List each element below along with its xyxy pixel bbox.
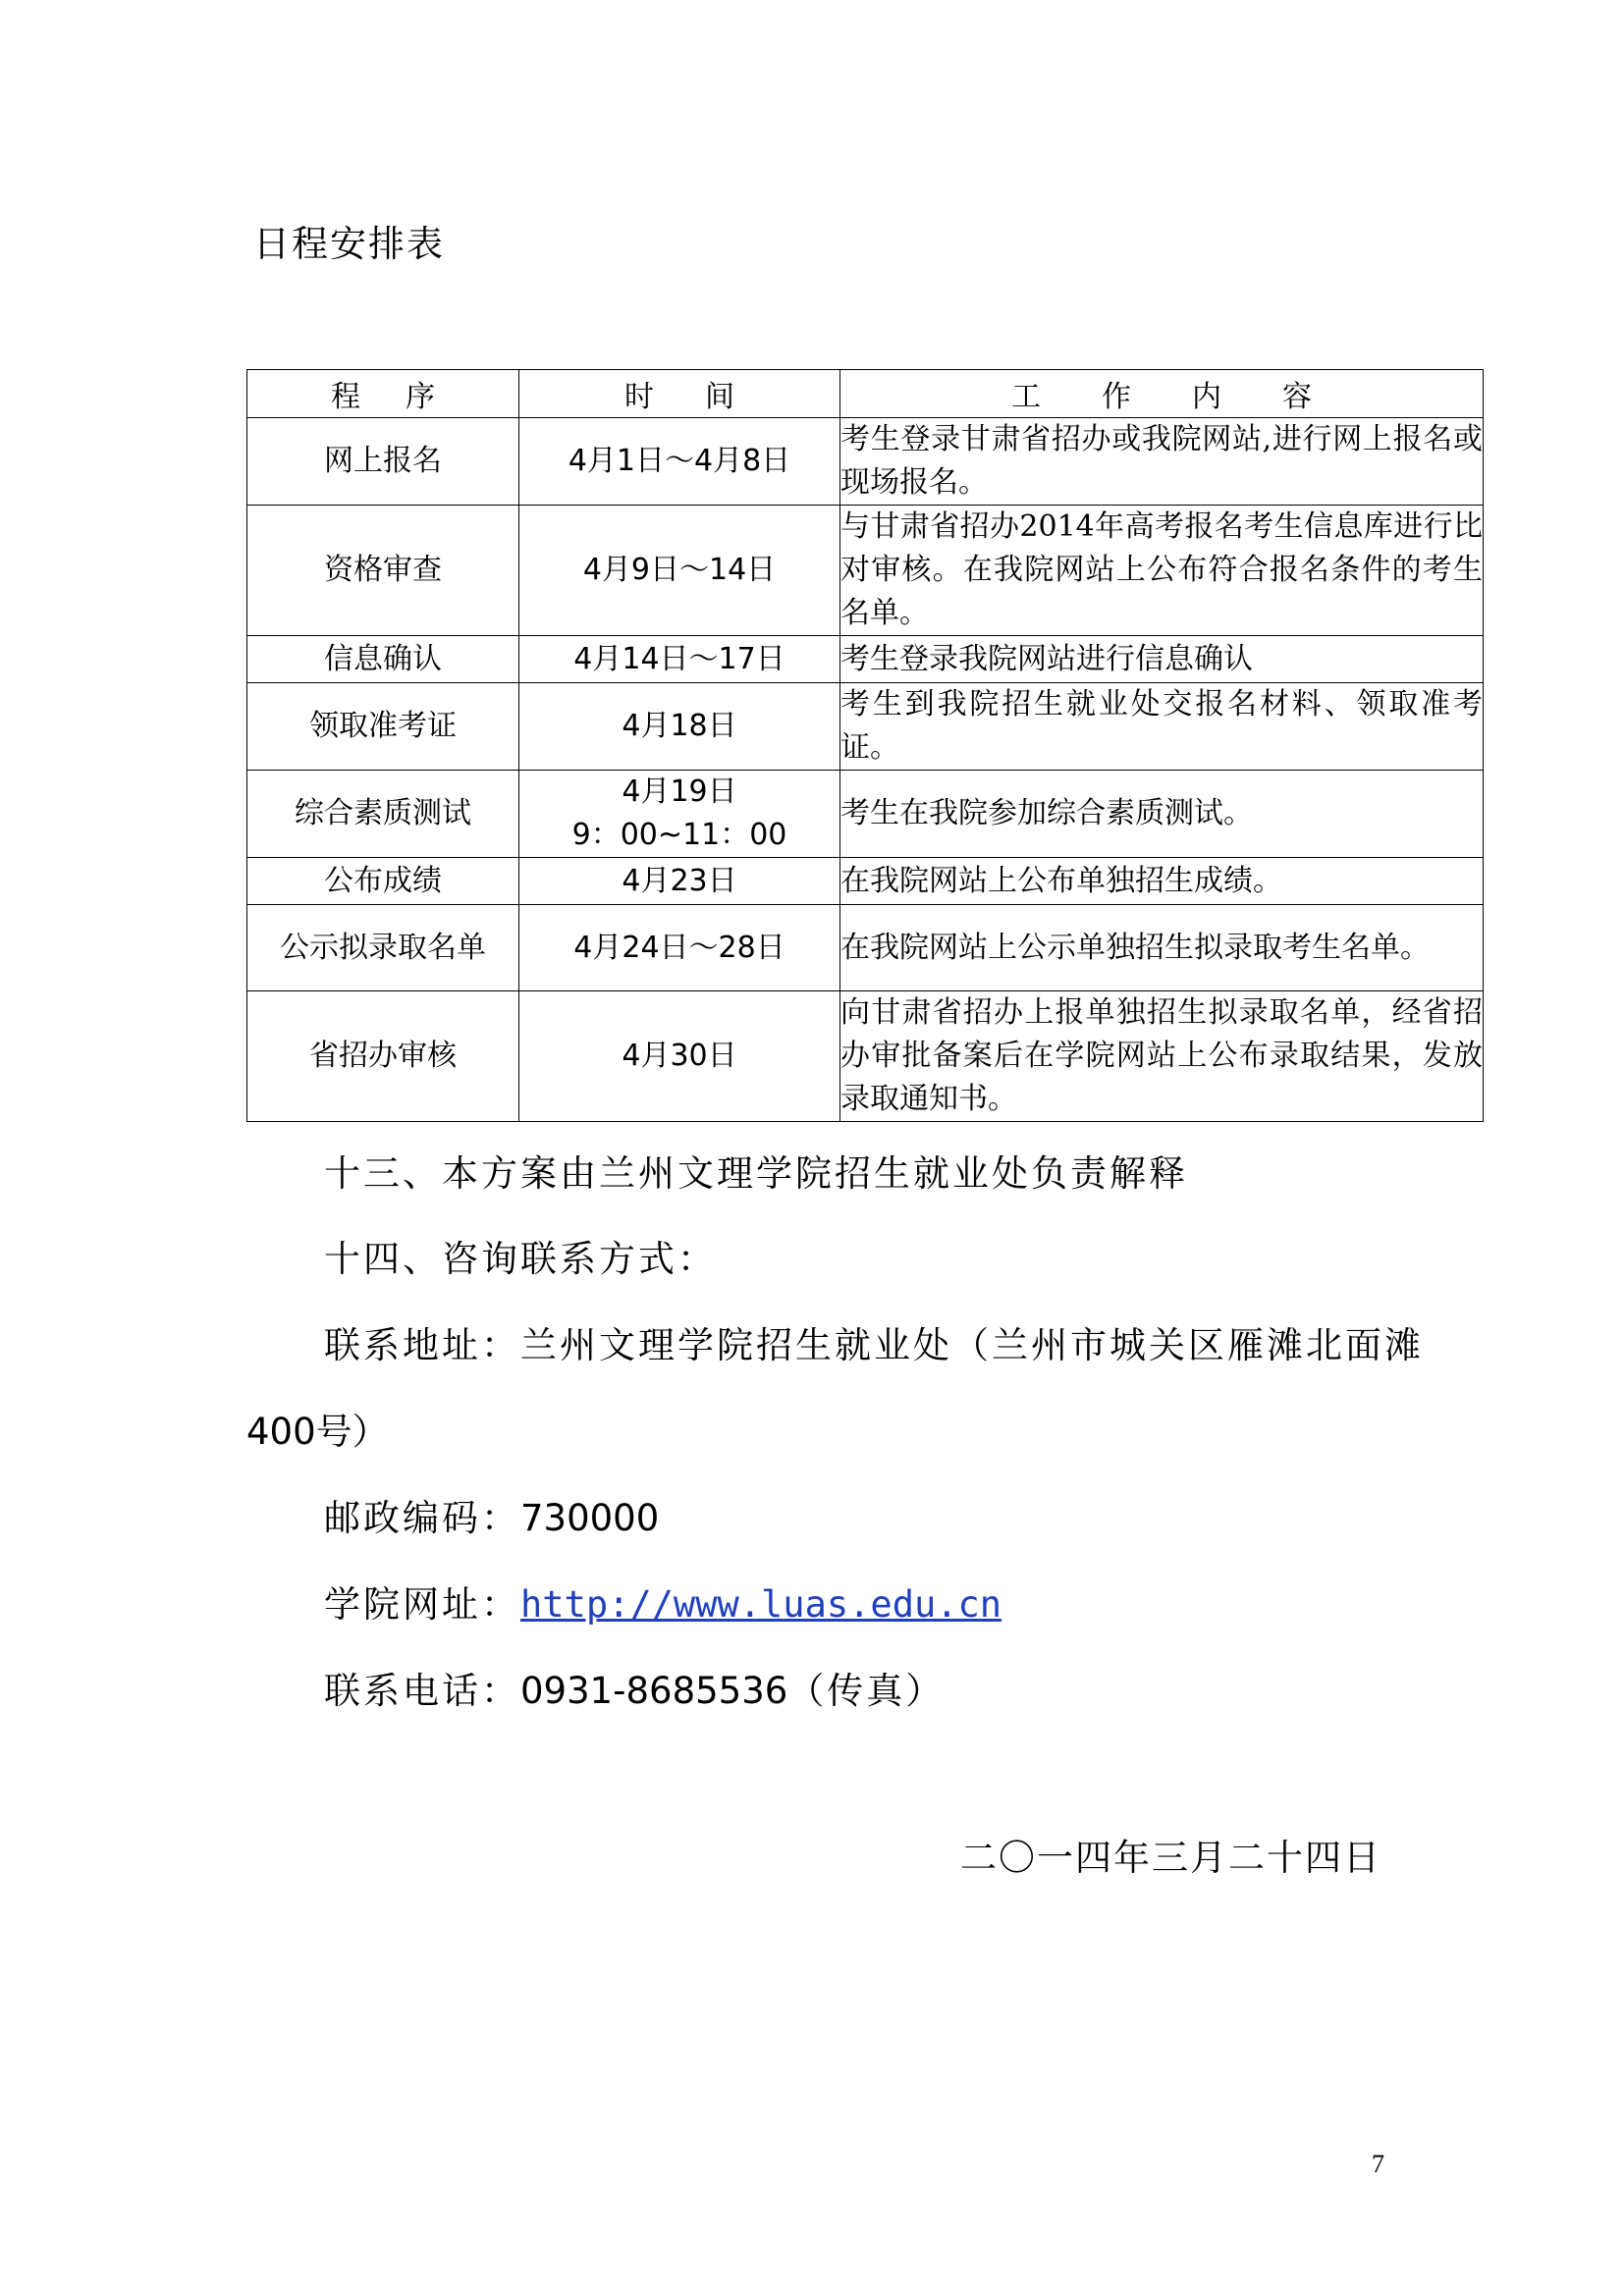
time-line: 4月19日 bbox=[622, 774, 737, 809]
table-header-row bbox=[247, 370, 1484, 418]
address-line-2: 400号） bbox=[246, 1411, 389, 1453]
header-time bbox=[519, 370, 840, 418]
step-cell: 资格审查 bbox=[247, 506, 519, 636]
work-cell: 考生登录甘肃省招办或我院网站,进行网上报名或现场报名。 bbox=[840, 418, 1484, 506]
contact-postcode bbox=[324, 1488, 659, 1541]
schedule-table bbox=[246, 369, 1484, 1122]
address-line-1: 兰州文理学院招生就业处（兰州市城关区雁滩北面滩 bbox=[520, 1324, 1424, 1366]
header-step bbox=[247, 370, 519, 418]
step-cell: 省招办审核 bbox=[247, 991, 519, 1122]
time-line: 4月24日～28日 bbox=[573, 930, 785, 965]
time-line: 4月30日 bbox=[622, 1039, 737, 1073]
table-row bbox=[247, 858, 1484, 905]
time-cell bbox=[519, 905, 840, 991]
table-row bbox=[247, 683, 1484, 771]
time-cell bbox=[519, 636, 840, 683]
time-line: 4月9日～14日 bbox=[582, 553, 777, 587]
time-line: 9：00~11：00 bbox=[571, 818, 787, 852]
time-line: 4月23日 bbox=[622, 863, 737, 898]
contact-address bbox=[324, 1315, 1424, 1368]
contact-website bbox=[324, 1575, 1001, 1628]
step-cell: 综合素质测试 bbox=[247, 771, 519, 858]
step-cell: 领取准考证 bbox=[247, 683, 519, 771]
phone-value: 0931-8685536 bbox=[520, 1670, 788, 1712]
table-row bbox=[247, 991, 1484, 1122]
table-row bbox=[247, 506, 1484, 636]
time-cell bbox=[519, 858, 840, 905]
time-cell bbox=[519, 506, 840, 636]
time-line: 4月14日～17日 bbox=[573, 641, 785, 676]
work-cell: 向甘肃省招办上报单独招生拟录取名单，经省招办审批备案后在学院网站上公布录取结果，发放录取通知书。 bbox=[840, 991, 1484, 1122]
work-cell: 考生登录我院网站进行信息确认 bbox=[840, 636, 1484, 683]
table-row bbox=[247, 636, 1484, 683]
page-number: 7 bbox=[1372, 2150, 1384, 2178]
phone-label: 联系电话： bbox=[324, 1670, 520, 1712]
time-cell bbox=[519, 991, 840, 1122]
time-cell bbox=[519, 683, 840, 771]
postcode-label: 邮政编码： bbox=[324, 1497, 520, 1539]
section-13-text: 十三、本方案由兰州文理学院招生就业处负责解释 bbox=[324, 1152, 1188, 1195]
postcode-value: 730000 bbox=[520, 1497, 660, 1539]
contact-address-continued bbox=[246, 1402, 389, 1455]
section-14-heading: 十四、咨询联系方式： bbox=[324, 1238, 717, 1280]
step-cell: 信息确认 bbox=[247, 636, 519, 683]
contact-phone bbox=[324, 1661, 945, 1714]
time-line: 4月1日～4月8日 bbox=[568, 444, 791, 478]
work-cell: 考生在我院参加综合素质测试。 bbox=[840, 771, 1484, 858]
header-work bbox=[840, 370, 1484, 418]
table-row bbox=[247, 905, 1484, 991]
header-step-label: 程序 bbox=[331, 380, 480, 414]
website-link[interactable]: http://www.luas.edu.cn bbox=[520, 1583, 1002, 1626]
website-label: 学院网址： bbox=[324, 1583, 520, 1626]
address-label: 联系地址： bbox=[324, 1324, 520, 1366]
time-cell bbox=[519, 771, 840, 858]
work-cell: 与甘肃省招办2014年高考报名考生信息库进行比对审核。在我院网站上公布符合报名条件的考生名单。 bbox=[840, 506, 1484, 636]
step-cell: 公布成绩 bbox=[247, 858, 519, 905]
table-row bbox=[247, 771, 1484, 858]
work-cell: 考生到我院招生就业处交报名材料、领取准考证。 bbox=[840, 683, 1484, 771]
header-work-label: 工作内容 bbox=[1011, 380, 1373, 414]
time-line: 4月18日 bbox=[622, 709, 737, 743]
table-row bbox=[247, 418, 1484, 506]
work-cell: 在我院网站上公布单独招生成绩。 bbox=[840, 858, 1484, 905]
step-cell: 网上报名 bbox=[247, 418, 519, 506]
header-time-label: 时间 bbox=[624, 380, 785, 414]
document-date: 二〇一四年三月二十四日 bbox=[960, 1837, 1381, 1879]
schedule-title: 日程安排表 bbox=[253, 223, 445, 265]
phone-note: （传真） bbox=[787, 1670, 946, 1712]
time-cell bbox=[519, 418, 840, 506]
step-cell: 公示拟录取名单 bbox=[247, 905, 519, 991]
work-cell: 在我院网站上公示单独招生拟录取考生名单。 bbox=[840, 905, 1484, 991]
